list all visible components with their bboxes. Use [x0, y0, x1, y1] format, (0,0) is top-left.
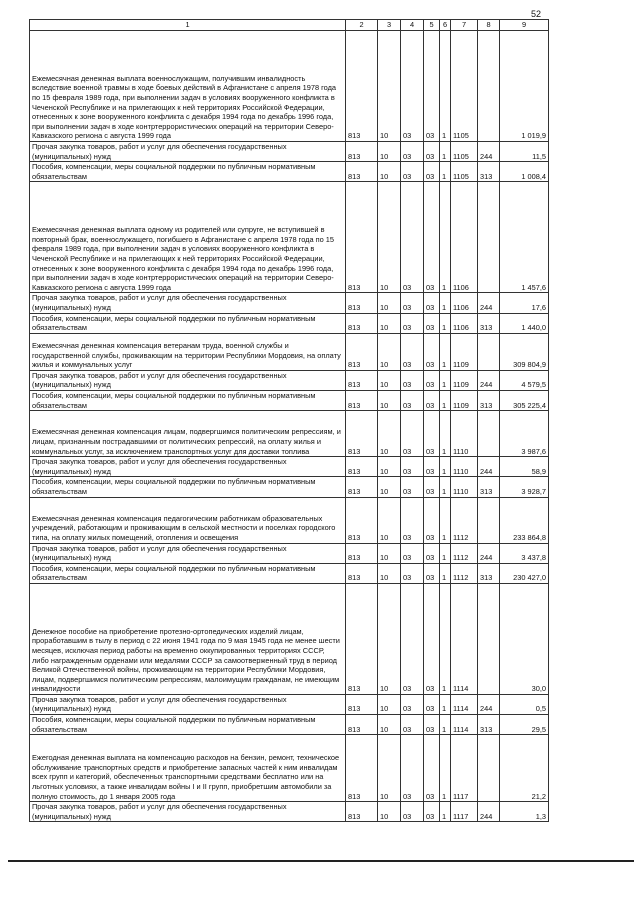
- row-col-3: 10: [378, 694, 401, 714]
- row-col-7: 1105: [451, 31, 478, 142]
- table-row: [30, 694, 549, 714]
- row-col-2: 813: [346, 802, 378, 822]
- row-col-4: 03: [401, 802, 424, 822]
- header-col-9: 9: [500, 20, 549, 31]
- row-col-3: 10: [378, 31, 401, 142]
- row-col-8: [478, 333, 500, 370]
- row-col-2: 813: [346, 293, 378, 313]
- header-row: [30, 20, 549, 31]
- row-col-8: 244: [478, 457, 500, 477]
- row-col-7: 1105: [451, 142, 478, 162]
- table-row: [30, 497, 549, 543]
- row-col-6: 1: [440, 563, 451, 583]
- row-description: Прочая закупка товаров, работ и услуг для обеспечения государственных (муниципальных) нужд: [30, 457, 346, 477]
- row-col-7: 1109: [451, 333, 478, 370]
- row-col-8: 313: [478, 390, 500, 410]
- table-row: [30, 715, 549, 735]
- row-description: Пособия, компенсации, меры социальной поддержки по публичным нормативным обязательствам: [30, 477, 346, 497]
- row-col-7: 1109: [451, 390, 478, 410]
- row-col-2: 813: [346, 142, 378, 162]
- row-col-4: 03: [401, 182, 424, 293]
- header-col-4: 4: [401, 20, 424, 31]
- row-col-7: 1106: [451, 313, 478, 333]
- row-col-5: 03: [424, 715, 440, 735]
- row-col-8: 244: [478, 142, 500, 162]
- table-row: [30, 457, 549, 477]
- row-description: Ежемесячная денежная выплата одному из родителей или супруге, не вступившей в повторный брак, военнослужащего, погибшего в Афганистане с апреля 1978 года по 15 февраля 1989 года, при выполнении задач в условиях вооруженного конфликта в Чеченской Республике и на прилегающих к ней территориях Российской Федерации, отнесенных к зоне вооруженного конфликта с декабря 1994 года по декабрь 1996 года, при выполнении задач в ходе контртеррористических операций на территории Северо-Кавказского региона с августа 1999 года: [30, 182, 346, 293]
- row-col-3: 10: [378, 563, 401, 583]
- row-col-3: 10: [378, 333, 401, 370]
- row-col-3: 10: [378, 142, 401, 162]
- row-description: Прочая закупка товаров, работ и услуг для обеспечения государственных (муниципальных) нужд: [30, 142, 346, 162]
- row-col-2: 813: [346, 715, 378, 735]
- table-row: [30, 543, 549, 563]
- row-col-6: 1: [440, 735, 451, 802]
- row-description: Прочая закупка товаров, работ и услуг для обеспечения государственных (муниципальных) нужд: [30, 543, 346, 563]
- row-col-8: 313: [478, 715, 500, 735]
- row-col-2: 813: [346, 457, 378, 477]
- row-col-7: 1110: [451, 411, 478, 457]
- row-col-7: 1112: [451, 497, 478, 543]
- row-col-4: 03: [401, 735, 424, 802]
- table-body: [30, 31, 549, 822]
- row-col-2: 813: [346, 31, 378, 142]
- row-col-5: 03: [424, 802, 440, 822]
- header-col-3: 3: [378, 20, 401, 31]
- row-description: Ежемесячная денежная компенсация ветеранам труда, военной службы и государственной службы, проживающим на территории Республики Мордовия, на оплату жилья и коммунальных услуг: [30, 333, 346, 370]
- row-col-6: 1: [440, 477, 451, 497]
- table-row: [30, 370, 549, 390]
- row-col-7: 1117: [451, 802, 478, 822]
- row-amount: 1 019,9: [500, 31, 549, 142]
- table-row: [30, 182, 549, 293]
- row-col-4: 03: [401, 477, 424, 497]
- row-col-2: 813: [346, 477, 378, 497]
- row-description: Пособия, компенсации, меры социальной поддержки по публичным нормативным обязательствам: [30, 390, 346, 410]
- header-col-6: 6: [440, 20, 451, 31]
- row-col-2: 813: [346, 390, 378, 410]
- row-description: Прочая закупка товаров, работ и услуг для обеспечения государственных (муниципальных) нужд: [30, 370, 346, 390]
- table-row: [30, 142, 549, 162]
- row-col-7: 1117: [451, 735, 478, 802]
- table-header: [30, 20, 549, 31]
- row-amount: 309 804,9: [500, 333, 549, 370]
- header-col-5: 5: [424, 20, 440, 31]
- row-amount: 1 008,4: [500, 162, 549, 182]
- row-col-5: 03: [424, 142, 440, 162]
- row-col-2: 813: [346, 333, 378, 370]
- row-col-3: 10: [378, 293, 401, 313]
- row-amount: 305 225,4: [500, 390, 549, 410]
- row-col-6: 1: [440, 715, 451, 735]
- row-col-2: 813: [346, 313, 378, 333]
- row-col-5: 03: [424, 497, 440, 543]
- row-amount: 1,3: [500, 802, 549, 822]
- row-col-6: 1: [440, 802, 451, 822]
- row-col-3: 10: [378, 802, 401, 822]
- row-col-6: 1: [440, 370, 451, 390]
- row-col-4: 03: [401, 715, 424, 735]
- row-col-3: 10: [378, 497, 401, 543]
- table-row: [30, 313, 549, 333]
- row-col-8: [478, 31, 500, 142]
- row-col-8: 244: [478, 802, 500, 822]
- page-number: 52: [531, 9, 542, 19]
- row-amount: 58,9: [500, 457, 549, 477]
- table-row: [30, 162, 549, 182]
- row-description: Ежемесячная денежная компенсация педагогическим работникам образовательных учреждений, работающим и проживающим в сельской местности и поселках городского типа, на оплату жилых помещений, отопления и освещения: [30, 497, 346, 543]
- row-amount: 3 437,8: [500, 543, 549, 563]
- row-col-7: 1114: [451, 715, 478, 735]
- row-col-4: 03: [401, 457, 424, 477]
- table-row: [30, 293, 549, 313]
- row-description: Пособия, компенсации, меры социальной поддержки по публичным нормативным обязательствам: [30, 162, 346, 182]
- row-amount: 21,2: [500, 735, 549, 802]
- row-col-3: 10: [378, 370, 401, 390]
- row-col-2: 813: [346, 370, 378, 390]
- row-col-6: 1: [440, 694, 451, 714]
- table-row: [30, 411, 549, 457]
- row-col-3: 10: [378, 715, 401, 735]
- row-col-6: 1: [440, 390, 451, 410]
- row-col-3: 10: [378, 457, 401, 477]
- row-col-7: 1110: [451, 457, 478, 477]
- row-col-6: 1: [440, 497, 451, 543]
- row-col-8: 244: [478, 370, 500, 390]
- row-col-5: 03: [424, 333, 440, 370]
- row-col-5: 03: [424, 182, 440, 293]
- row-col-5: 03: [424, 694, 440, 714]
- row-col-5: 03: [424, 31, 440, 142]
- row-description: Ежегодная денежная выплата на компенсацию расходов на бензин, ремонт, техническое обслуживание транспортных средств и приобретение запасных частей к ним инвалидам всех групп и категорий, обеспеченных транспортными средствами бесплатно или на льготных условиях, а также инвалидам войны I и II групп, приобретшим автомобили за полную стоимость, до 1 января 2005 года: [30, 735, 346, 802]
- row-amount: 11,5: [500, 142, 549, 162]
- row-description: Прочая закупка товаров, работ и услуг для обеспечения государственных (муниципальных) нужд: [30, 293, 346, 313]
- row-col-2: 813: [346, 583, 378, 694]
- row-col-5: 03: [424, 162, 440, 182]
- row-col-4: 03: [401, 370, 424, 390]
- row-col-3: 10: [378, 162, 401, 182]
- row-col-4: 03: [401, 333, 424, 370]
- row-col-7: 1112: [451, 563, 478, 583]
- row-amount: 3 987,6: [500, 411, 549, 457]
- row-col-3: 10: [378, 313, 401, 333]
- row-col-3: 10: [378, 390, 401, 410]
- row-amount: 30,0: [500, 583, 549, 694]
- page-bottom-rule: [8, 860, 634, 862]
- row-col-4: 03: [401, 162, 424, 182]
- row-col-6: 1: [440, 333, 451, 370]
- row-col-6: 1: [440, 293, 451, 313]
- row-col-8: [478, 411, 500, 457]
- row-col-4: 03: [401, 497, 424, 543]
- row-col-6: 1: [440, 583, 451, 694]
- budget-table: [29, 19, 549, 822]
- row-col-5: 03: [424, 370, 440, 390]
- row-col-6: 1: [440, 162, 451, 182]
- row-amount: 0,5: [500, 694, 549, 714]
- row-col-8: [478, 735, 500, 802]
- row-col-3: 10: [378, 583, 401, 694]
- row-col-2: 813: [346, 735, 378, 802]
- row-col-5: 03: [424, 390, 440, 410]
- row-amount: 3 928,7: [500, 477, 549, 497]
- row-col-8: [478, 583, 500, 694]
- row-col-2: 813: [346, 182, 378, 293]
- row-col-6: 1: [440, 543, 451, 563]
- row-col-4: 03: [401, 293, 424, 313]
- row-col-5: 03: [424, 477, 440, 497]
- row-amount: 233 864,8: [500, 497, 549, 543]
- header-col-8: 8: [478, 20, 500, 31]
- row-col-5: 03: [424, 583, 440, 694]
- row-col-6: 1: [440, 411, 451, 457]
- row-col-3: 10: [378, 543, 401, 563]
- row-col-8: 313: [478, 313, 500, 333]
- row-col-8: 244: [478, 543, 500, 563]
- row-col-4: 03: [401, 694, 424, 714]
- header-col-1: 1: [30, 20, 346, 31]
- row-col-4: 03: [401, 31, 424, 142]
- row-col-2: 813: [346, 563, 378, 583]
- row-col-8: [478, 182, 500, 293]
- row-col-7: 1110: [451, 477, 478, 497]
- row-col-5: 03: [424, 563, 440, 583]
- row-col-6: 1: [440, 142, 451, 162]
- row-col-5: 03: [424, 313, 440, 333]
- row-col-4: 03: [401, 313, 424, 333]
- row-description: Ежемесячная денежная компенсация лицам, подвергшимся политическим репрессиям, и лицам, признанным пострадавшими от политических репрессий, на оплату жилья и коммунальных услуг, за исключением транспортных услуг для доставки топлива: [30, 411, 346, 457]
- table-row: [30, 390, 549, 410]
- row-col-7: 1114: [451, 583, 478, 694]
- table-row: [30, 583, 549, 694]
- row-col-2: 813: [346, 497, 378, 543]
- row-col-4: 03: [401, 390, 424, 410]
- row-col-8: 244: [478, 293, 500, 313]
- header-col-2: 2: [346, 20, 378, 31]
- row-col-5: 03: [424, 293, 440, 313]
- row-col-4: 03: [401, 583, 424, 694]
- row-description: Пособия, компенсации, меры социальной поддержки по публичным нормативным обязательствам: [30, 313, 346, 333]
- row-col-3: 10: [378, 735, 401, 802]
- row-description: Ежемесячная денежная выплата военнослужащим, получившим инвалидность вследствие военной травмы в ходе боевых действий в Афганистане с апреля 1978 года по 15 февраля 1989 года, при выполнении задач в условиях вооруженного конфликта в Чеченской Республике и на прилегающих к ней территориях Российской Федерации, отнесенных к зоне вооруженного конфликта с декабря 1994 года по декабрь 1996 года, при выполнении задач в ходе контртеррористических операций на территории Северо-Кавказского региона с августа 1999 года: [30, 31, 346, 142]
- table-row: [30, 563, 549, 583]
- row-col-7: 1109: [451, 370, 478, 390]
- row-description: Денежное пособие на приобретение протезно-ортопедических изделий лицам, проработавшим в тылу в период с 22 июня 1941 года по 9 мая 1945 года не менее шести месяцев, исключая период работы на временно оккупированных территориях СССР, либо награжденным орденами или медалями СССР за самоотверженный труд в период Великой Отечественной войны, проживающим на территории Республики Мордовия, лицам, подвергшимся политическим репрессиям, малоимущим гражданам, не имеющим инвалидности: [30, 583, 346, 694]
- table-row: [30, 333, 549, 370]
- row-col-3: 10: [378, 182, 401, 293]
- row-amount: 1 457,6: [500, 182, 549, 293]
- row-col-2: 813: [346, 543, 378, 563]
- row-col-7: 1114: [451, 694, 478, 714]
- row-col-8: 313: [478, 162, 500, 182]
- row-amount: 17,6: [500, 293, 549, 313]
- row-col-6: 1: [440, 182, 451, 293]
- row-amount: 29,5: [500, 715, 549, 735]
- row-amount: 4 579,5: [500, 370, 549, 390]
- row-description: Прочая закупка товаров, работ и услуг для обеспечения государственных (муниципальных) нужд: [30, 802, 346, 822]
- row-col-3: 10: [378, 411, 401, 457]
- row-col-8: 244: [478, 694, 500, 714]
- row-amount: 230 427,0: [500, 563, 549, 583]
- row-col-2: 813: [346, 694, 378, 714]
- row-col-4: 03: [401, 411, 424, 457]
- row-amount: 1 440,0: [500, 313, 549, 333]
- row-col-8: 313: [478, 563, 500, 583]
- row-col-5: 03: [424, 735, 440, 802]
- row-description: Пособия, компенсации, меры социальной поддержки по публичным нормативным обязательствам: [30, 715, 346, 735]
- row-col-7: 1106: [451, 293, 478, 313]
- row-col-6: 1: [440, 457, 451, 477]
- table-row: [30, 802, 549, 822]
- row-description: Пособия, компенсации, меры социальной поддержки по публичным нормативным обязательствам: [30, 563, 346, 583]
- row-col-6: 1: [440, 31, 451, 142]
- row-col-5: 03: [424, 543, 440, 563]
- row-col-2: 813: [346, 411, 378, 457]
- row-col-8: [478, 497, 500, 543]
- row-col-4: 03: [401, 563, 424, 583]
- row-col-5: 03: [424, 457, 440, 477]
- row-col-8: 313: [478, 477, 500, 497]
- header-col-7: 7: [451, 20, 478, 31]
- table-row: [30, 31, 549, 142]
- row-col-5: 03: [424, 411, 440, 457]
- row-description: Прочая закупка товаров, работ и услуг для обеспечения государственных (муниципальных) нужд: [30, 694, 346, 714]
- row-col-7: 1106: [451, 182, 478, 293]
- table-row: [30, 477, 549, 497]
- row-col-6: 1: [440, 313, 451, 333]
- row-col-3: 10: [378, 477, 401, 497]
- row-col-7: 1105: [451, 162, 478, 182]
- row-col-4: 03: [401, 142, 424, 162]
- row-col-4: 03: [401, 543, 424, 563]
- row-col-2: 813: [346, 162, 378, 182]
- row-col-7: 1112: [451, 543, 478, 563]
- table-row: [30, 735, 549, 802]
